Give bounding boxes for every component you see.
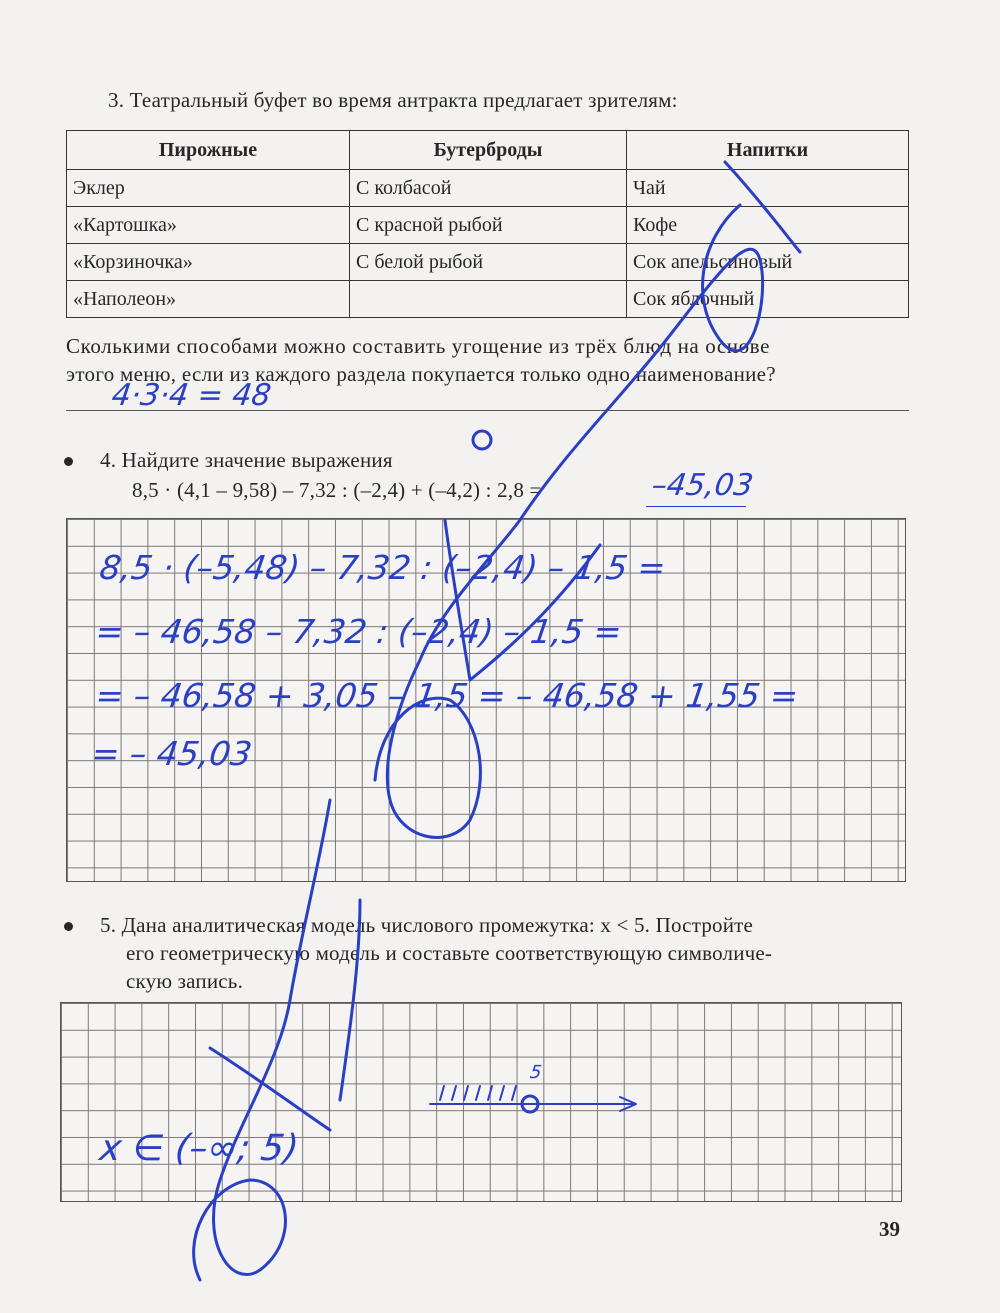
table-cell: Чай [627,170,909,207]
small-circle-mark-icon [473,431,491,449]
cross-stroke-icon [445,520,600,680]
work-line-1: 8,5 · (–5,48) – 7,32 : (–2,4) – 1,5 = [97,548,669,587]
task5-handwritten-answer: x ∈ (–∞; 5) [97,1128,301,1169]
task4-prompt: Найдите значение выражения [121,448,393,472]
task3-question-line1: Сколькими способами можно составить угощение из трёх блюд на основе [66,334,770,358]
task3-intro: Театральный буфет во время антракта предлагает зрителям: [129,88,678,112]
work-line-4: = – 45,03 [89,734,255,773]
table-cell: Сок апельсиновый [627,244,909,281]
header-pastries: Пирожные [67,131,350,170]
work-line-2: = – 46,58 – 7,32 : (–2,4) – 1,5 = [93,612,625,651]
grade-mark-lower-icon [194,800,330,1280]
task4-number: 4. [100,448,117,472]
work-line-3: = – 46,58 + 3,05 – 1,5 = – 46,58 + 1,55 = [93,676,801,715]
table-cell: С колбасой [350,170,627,207]
shaded-interval-icon [440,1086,516,1100]
header-drinks: Напитки [627,131,909,170]
task5-line2: его геометрическую модель и составьте соответствующую символиче- [126,941,773,965]
task5-number: 5. [100,913,117,937]
number-line-point-label: 5 [528,1062,543,1083]
table-cell: «Наполеон» [67,281,350,318]
header-sandwiches: Бутерброды [350,131,627,170]
table-cell: «Корзиночка» [67,244,350,281]
table-cell: Эклер [67,170,350,207]
table-cell: «Картошка» [67,207,350,244]
grade-stroke-icon [210,900,360,1130]
task3-handwritten-answer: 4·3·4 = 48 [109,378,274,413]
task4-handwritten-answer: –45,03 [649,468,756,503]
task5-line3: скую запись. [126,969,244,993]
table-cell: Кофе [627,207,909,244]
grade-mark-upper-icon [375,162,800,837]
task3-number: 3. [108,88,125,112]
task4-expression: 8,5 · (4,1 – 9,58) – 7,32 : (–2,4) + (–4,2) : 2,8 = [132,478,542,502]
table-cell: С красной рыбой [350,207,627,244]
table-cell: Сок яблочный [627,281,909,318]
page-number: 39 [879,1217,900,1241]
task3-question-line2: этого меню, если из каждого раздела покупается только одно наименование? [66,362,776,386]
task5-text: Дана аналитическая модель числового промежутка: x < 5. Постройте [121,913,754,937]
table-cell: С белой рыбой [350,244,627,281]
